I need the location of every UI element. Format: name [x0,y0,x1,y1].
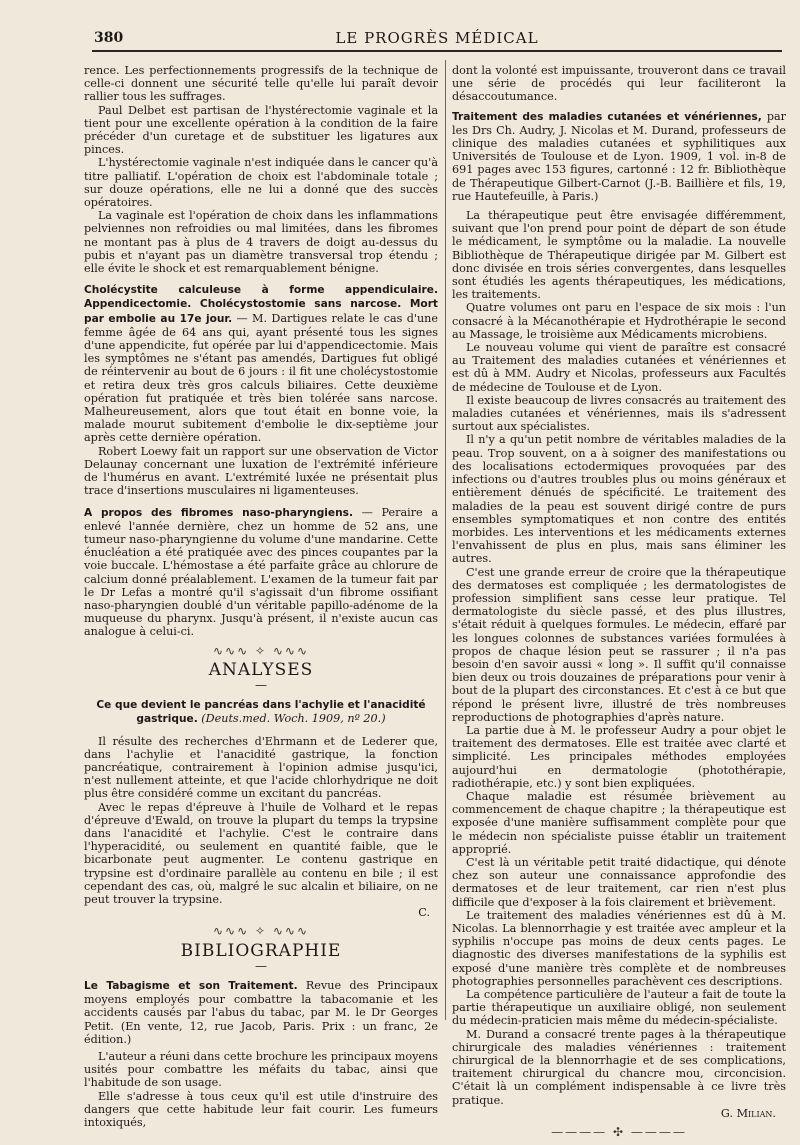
analysis-reference: (Deuts.med. Woch. 1909, nº 20.) [201,712,386,726]
paragraph: Le traitement des maladies vénériennes est dû à M. Nicolas. La blennorrhagie y est traitée avec ampleur et la syphilis n'occupe pas moins de deux cents pages. Le diagnostic des diverses manifestations de la syphilis est exposé d'une manière très complète et de nombreuses photographies personnelles parachèvent ces descriptions. [452,908,786,988]
paragraph: L'hystérectomie vaginale n'est indiquée dans le cancer qu'à titre palliatif. L'opération de choix est l'abdominale totale ; sur douze opérations, elle ne lui a donné que des succès opératoires. [84,156,438,210]
analysis-heading [84,698,438,726]
paragraph: La thérapeutique peut être envisagée différemment, suivant que l'on prend pour point de départ de son étude le médicament, le symptôme ou la maladie. La nouvelle Bibliothèque de Thérapeutique dirigée par M. Gilbert est donc divisée en trois séries convergentes, dans lesquelles sont étudiés les agents thérapeutiques, les médications, les traitements. [452,209,786,302]
case-title: A propos des fibromes naso-pharyngiens. [84,506,353,519]
book-details: Revue des Principaux moyens employés pour combattre la tabacomanie et les accidents causés par l'abus du tabac, par M. le Dr Georges Petit. (En vente, 12, rue Jacob, Paris. Prix : un franc, 2e édition.) [84,979,438,1046]
ornament-divider: ∿∿∿ ✧ ∿∿∿ [212,643,309,658]
book-entry [452,110,786,203]
page-header [92,28,782,52]
journal-title: LE PROGRÈS MÉDICAL [335,29,539,47]
column-divider [445,60,446,1020]
paragraph: Elle s'adresse à tous ceux qu'il est utile d'instruire des dangers que cette habitude leur fait courir. Les fumeurs intoxiqués, [84,1089,438,1130]
case-body: — M. Dartigues relate le cas d'une femme âgée de 64 ans qui, ayant présenté tous les signes d'une appendicite, fut opérée par lui d'appendicectomie. Mais les symptômes ne s'étant pas amendés, Dartigues fut obligé de réintervenir au bout de 6 jours : il fit une cholécystostomie et retira deux très gros calculs biliaires. Cette deuxième opération fut pratiquée et très bien tolérée sans narcose. Malheureusement, alors que tout était en bonne voie, la malade mourut subitement d'embolie le dix-septième jour après cette dernière opération. [84,311,438,445]
page-number: 380 [94,30,124,46]
case-body: — Peraire a enlevé l'année dernière, chez un homme de 52 ans, une tumeur naso-pharyngienne du volume d'une mandarine. Cette énucléation a été pratiquée avec des pinces coupantes par la voie buccale. L'hémostase a été parfaite grâce au chlorure de calcium donné préalablement. L'examen de la tumeur fait par le Dr Lefas a montré qu'il s'agissait d'un fibrome ossifiant naso-pharyngien doublé d'un véritable papillo-adénome de la muqueuse du pharynx. Jusqu'à présent, il n'existe aucun cas analogue à celui-ci. [84,505,438,639]
paragraph: L'auteur a réuni dans cette brochure les principaux moyens usités pour combattre les méfaits du tabac, ainsi que l'habitude de son usage. [84,1050,438,1090]
paragraph: Quatre volumes ont paru en l'espace de six mois : l'un consacré à la Mécanothérapie et Hydrothérapie le second au Massage, le troisième aux Médicaments microbiens. [452,301,786,341]
case-title: Cholécystite calculeuse à forme appendiculaire. Appendicectomie. Cholécystostomie sans narcose. Mort par embolie au 17e jour. [84,284,438,325]
paragraph: Il existe beaucoup de livres consacrés au traitement des maladies cutanées et vénériennes, mais ils s'adressent surtout aux spécialistes. [452,393,786,434]
paragraph: Robert Loewy fait un rapport sur une observation de Victor Delaunay concernant une luxation de l'extrémité inférieure de l'humérus en avant. L'extrémité luxée ne présentait plus trace d'insertions musculaires ni ligamenteuses. [84,444,438,498]
signature: C. [418,906,430,920]
analysis-title: Ce que devient le pancréas dans l'achylie et l'anacidité gastrique. [96,699,426,726]
paragraph: La compétence particulière de l'auteur a fait de toute la partie thérapeutique un auxiliaire obligé, non seulement du médecin-praticien mais même du médecin-spécialiste. [452,988,786,1028]
paragraph: La vaginale est l'opération de choix dans les inflammations pelviennes non refroidies ou mal limitées, dans les fibromes ne montant pas à plus de 4 travers de doigt au-dessus du pubis et n'ayant pas un diamètre transversal trop étendu ; elle évite le shock et est remarquablement bénigne. [84,209,438,276]
left-column [84,64,438,1129]
book-title: Le Tabagisme et son Traitement. [84,980,298,992]
heading-dash: — [255,677,267,692]
paragraph: C'est là un véritable petit traité didactique, qui dénote chez son auteur une connaissance approfondie des dermatoses et de leur traitement, car rien n'est plus difficile que d'exposer à la fois clairement et brièvement. [452,855,786,909]
signature: G. Milian. [720,1106,776,1120]
heading-dash: — [255,958,267,973]
book-details: par les Drs Ch. Audry, J. Nicolas et M. Durand, professeurs de clinique des maladies cutanées et syphilitiques aux Universités de Toulouse et de Lyon. 1909, 1 vol. in-8 de 691 pages avec 153 figures, cartonné : 12 fr. Bibliothèque de Thérapeutique Gilbert-Carnot (J.-B. Baillière et fils, 19, rue Hautefeuille, à Paris.) [452,109,786,203]
ornament-divider: ———— ✣ ———— [551,1125,687,1140]
paragraph: Le nouveau volume qui vient de paraître est consacré au Traitement des maladies cutanées et vénériennes et est dû à MM. Audry et Nicolas, professeurs aux Facultés de médecine de Toulouse et de Lyon. [452,341,786,394]
section-heading-bibliographie: BIBLIOGRAPHIE [180,940,342,961]
case-report [84,283,438,444]
case-report [84,506,438,639]
paragraph: dont la volonté est impuissante, trouveront dans ce travail une série de procédés qui leur faciliteront la désaccoutumance. [452,64,786,104]
paragraph: Il n'y a qu'un petit nombre de véritables maladies de la peau. Trop souvent, on a à soigner des manifestations ou des localisations ectodermiques provoquées par des infections ou d'autres troubles plus ou moins généraux et entièrement dénués de spécificité. Le traitement des maladies de la peau est souvent dirigé contre de purs ensembles symptomatiques et non contre des entités morbides. Les interventions et les médicaments externes l'envahissent de plus en plus, mais sans éliminer les autres. [452,433,786,566]
book-entry [84,979,438,1046]
paragraph: C'est une grande erreur de croire que la thérapeutique des dermatoses est compliquée ; les dermatologistes de profession simplifient sans cesse leur pratique. Tel dermatologiste du siècle passé, et des plus illustres, s'était réduit à quelques formules. Le médecin, effaré par les longues colonnes de substances variées formulées à propos de chaque lésion peut se rassurer ; il n'a pas besoin d'en savoir aussi « long ». Il suffit qu'il connaisse bien deux ou trois douzaines de préparations pour venir à bout de la plupart des circonstances. Et c'est à ce but que répond le présent livre, illustré de très nombreuses reproductions de photographies d'après nature. [452,565,786,724]
paragraph: Paul Delbet est partisan de l'hystérectomie vaginale et la tient pour une excellente opération à la condition de la faire précéder d'un curetage et de substituer les ligatures aux pinces. [84,103,438,157]
section-heading-analyses: ANALYSES [208,659,314,680]
paragraph: Avec le repas d'épreuve à l'huile de Volhard et le repas d'épreuve d'Ewald, on trouve la plupart du temps la trypsine dans l'anacidité et l'achylie. C'est le contraire dans l'hyperacidité, ou seulement en quantité faible, que le bicarbonate peut augmenter. Le contenu gastrique en trypsine est d'ordinaire parallèle au contenu en bile ; il est cependant des cas, où, malgré le suc alcalin et biliaire, on ne peut trouver la trypsine. [84,800,438,906]
ornament-divider: ∿∿∿ ✧ ∿∿∿ [212,924,309,939]
paragraph: rence. Les perfectionnements progressifs de la technique de celle-ci donnent une sécurité telle qu'elle lui paraît devoir rallier tous les suffrages. [84,64,438,104]
paragraph: La partie due à M. le professeur Audry a pour objet le traitement des dermatoses. Elle est traitée avec clarté et simplicité. Les principales méthodes employées aujourd'hui en dermatologie (photothérapie, radiothérapie, etc.) y sont bien expliquées. [452,723,786,790]
paragraph: Il résulte des recherches d'Ehrmann et de Lederer que, dans l'achylie et l'anacidité gastrique, la fonction pancréatique, contrairement à l'opinion admise jusqu'ici, n'est nullement atteinte, et que l'acide chlorhydrique ne doit plus être considéré comme un excitant du pancréas. [84,734,438,801]
paragraph: Chaque maladie est résumée brièvement au commencement de chaque chapitre ; la thérapeutique est exposée d'une manière suffisamment complète pour que le médecin non spécialiste puisse établir un traitement approprié. [452,789,786,856]
paragraph: M. Durand a consacré trente pages à la thérapeutique chirurgicale des maladies vénériennes : traitement chirurgical de la blennorrhagie et de ses complications, traitement chirurgical du chancre mou, circoncision. C'était là un complément indispensable à ce livre très pratique. [452,1027,786,1107]
right-column [452,64,786,1145]
book-title: Traitement des maladies cutanées et vénériennes, [452,110,762,123]
